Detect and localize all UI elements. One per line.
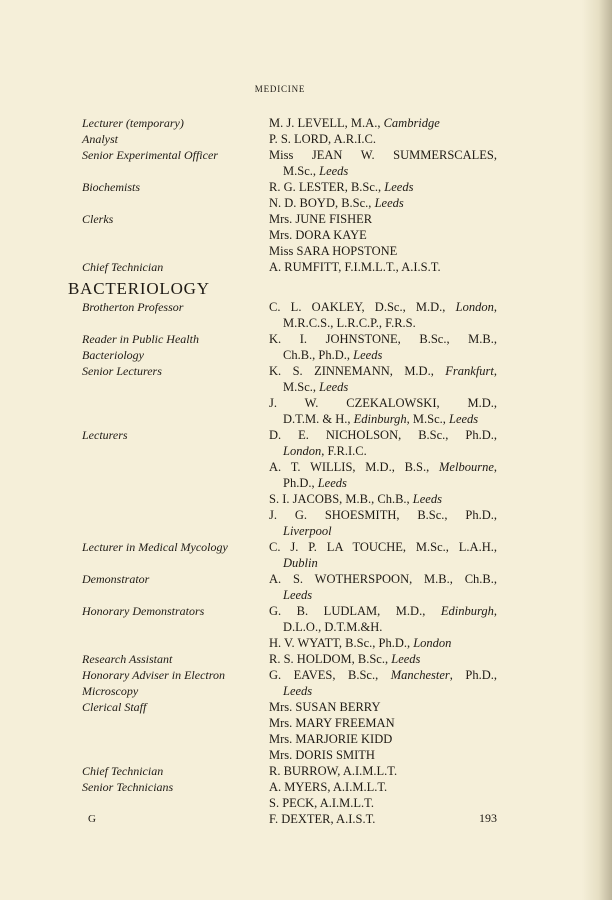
staff-entry bbox=[0, 603, 612, 651]
role-title-line: Honorary Adviser in Electron bbox=[82, 668, 225, 682]
role-title bbox=[82, 259, 262, 275]
staff-name-line: J. G. SHOESMITH, B.Sc., Ph.D., bbox=[269, 508, 497, 522]
staff-name-line: Miss SARA HOPSTONE bbox=[269, 244, 398, 258]
role-title-line: Clerks bbox=[82, 212, 114, 226]
role-title bbox=[82, 299, 262, 315]
staff-name-line: Mrs. SUSAN BERRY bbox=[269, 700, 381, 714]
staff-name-line: P. S. LORD, A.R.I.C. bbox=[269, 132, 376, 146]
staff-name-line: R. G. LESTER, B.Sc., Leeds bbox=[269, 180, 414, 194]
staff-name-line: R. S. HOLDOM, B.Sc., Leeds bbox=[269, 652, 421, 666]
role-title bbox=[82, 779, 262, 795]
role-title-line: Lecturers bbox=[82, 428, 128, 442]
staff-entry bbox=[0, 539, 612, 571]
role-title bbox=[82, 667, 262, 699]
role-title-line: Chief Technician bbox=[82, 764, 164, 778]
footer-signature-mark: G bbox=[88, 813, 96, 825]
role-title bbox=[82, 331, 262, 363]
staff-name-line: Mrs. MARY FREEMAN bbox=[269, 716, 395, 730]
role-title bbox=[82, 763, 262, 779]
role-title-line: Brotherton Professor bbox=[82, 300, 184, 314]
staff-name-line: G. EAVES, B.Sc., Manchester, Ph.D., bbox=[269, 668, 498, 682]
staff-entry bbox=[0, 115, 612, 131]
staff-name-line: K. S. ZINNEMANN, M.D., Frankfurt, bbox=[269, 364, 497, 378]
staff-name-line: Leeds bbox=[283, 684, 313, 698]
staff-name-line: H. V. WYATT, B.Sc., Ph.D., London bbox=[269, 636, 452, 650]
role-title-line: Honorary Demonstrators bbox=[82, 604, 205, 618]
role-title-line: Lecturer (temporary) bbox=[82, 116, 184, 130]
staff-names bbox=[269, 427, 497, 539]
staff-names bbox=[269, 259, 497, 275]
staff-name-line: Dublin bbox=[283, 556, 318, 570]
role-title-line: Microscopy bbox=[82, 684, 139, 698]
staff-entry bbox=[0, 211, 612, 259]
role-title-line: Biochemists bbox=[82, 180, 140, 194]
staff-name-line: R. BURROW, A.I.M.L.T. bbox=[269, 764, 398, 778]
staff-entry bbox=[0, 571, 612, 603]
staff-name-line: K. I. JOHNSTONE, B.Sc., M.B., bbox=[269, 332, 497, 346]
role-title bbox=[82, 211, 262, 227]
staff-names bbox=[269, 603, 497, 651]
role-title bbox=[82, 131, 262, 147]
staff-listing bbox=[0, 115, 612, 827]
staff-names bbox=[269, 211, 497, 259]
role-title bbox=[82, 539, 262, 555]
role-title-line: Analyst bbox=[82, 132, 118, 146]
role-title bbox=[82, 363, 262, 379]
staff-entry bbox=[0, 299, 612, 331]
staff-name-line: Leeds bbox=[283, 588, 313, 602]
staff-entry bbox=[0, 331, 612, 363]
staff-names bbox=[269, 115, 497, 131]
staff-names bbox=[269, 331, 497, 363]
staff-name-line: M.Sc., Leeds bbox=[283, 380, 349, 394]
running-header: MEDICINE bbox=[254, 84, 306, 94]
staff-names bbox=[269, 763, 497, 779]
staff-name-line: Mrs. DORIS SMITH bbox=[269, 748, 375, 762]
staff-entry bbox=[0, 427, 612, 539]
role-title bbox=[82, 179, 262, 195]
staff-name-line: A. T. WILLIS, M.D., B.S., Melbourne, bbox=[269, 460, 497, 474]
staff-name-line: Ph.D., Leeds bbox=[283, 476, 347, 490]
staff-names bbox=[269, 651, 497, 667]
staff-names bbox=[269, 571, 497, 603]
staff-name-line: Mrs. DORA KAYE bbox=[269, 228, 367, 242]
staff-entry bbox=[0, 667, 612, 699]
role-title bbox=[82, 147, 262, 163]
role-title-line: Chief Technician bbox=[82, 260, 164, 274]
role-title-line: Demonstrator bbox=[82, 572, 150, 586]
staff-entry bbox=[0, 147, 612, 179]
staff-name-line: C. L. OAKLEY, D.Sc., M.D., London, bbox=[269, 300, 497, 314]
role-title-line: Senior Lecturers bbox=[82, 364, 162, 378]
staff-names bbox=[269, 667, 497, 699]
staff-name-line: A. S. WOTHERSPOON, M.B., Ch.B., bbox=[269, 572, 497, 586]
staff-entry bbox=[0, 699, 612, 763]
role-title bbox=[82, 571, 262, 587]
staff-name-line: Mrs. JUNE FISHER bbox=[269, 212, 373, 226]
role-title bbox=[82, 603, 262, 619]
staff-name-line: Mrs. MARJORIE KIDD bbox=[269, 732, 393, 746]
staff-entry bbox=[0, 259, 612, 275]
role-title bbox=[82, 427, 262, 443]
role-title-line: Bacteriology bbox=[82, 348, 144, 362]
staff-name-line: A. MYERS, A.I.M.L.T. bbox=[269, 780, 388, 794]
staff-names bbox=[269, 299, 497, 331]
staff-name-line: S. PECK, A.I.M.L.T. bbox=[269, 796, 374, 810]
staff-name-line: S. I. JACOBS, M.B., Ch.B., Leeds bbox=[269, 492, 442, 506]
staff-names bbox=[269, 779, 497, 827]
staff-name-line: Miss JEAN W. SUMMERSCALES, bbox=[269, 148, 497, 162]
staff-name-line: D.T.M. & H., Edinburgh, M.Sc., Leeds bbox=[283, 412, 479, 426]
staff-name-line: J. W. CZEKALOWSKI, M.D., bbox=[269, 396, 497, 410]
role-title-line: Clerical Staff bbox=[82, 700, 147, 714]
role-title-line: Lecturer in Medical Mycology bbox=[82, 540, 228, 554]
staff-name-line: London, F.R.I.C. bbox=[283, 444, 367, 458]
role-title bbox=[82, 115, 262, 131]
staff-name-line: Liverpool bbox=[283, 524, 332, 538]
staff-name-line: M. J. LEVELL, M.A., Cambridge bbox=[269, 116, 440, 130]
staff-name-line: M.R.C.S., L.R.C.P., F.R.S. bbox=[283, 316, 416, 330]
staff-names bbox=[269, 179, 497, 211]
role-title-line: Research Assistant bbox=[82, 652, 173, 666]
staff-names bbox=[269, 699, 497, 763]
role-title bbox=[82, 651, 262, 667]
bacteriology-staff-list bbox=[0, 299, 612, 827]
staff-entry bbox=[0, 763, 612, 779]
staff-name-line: G. B. LUDLAM, M.D., Edinburgh, bbox=[269, 604, 497, 618]
role-title-line: Reader in Public Health bbox=[82, 332, 199, 346]
staff-name-line: A. RUMFITT, F.I.M.L.T., A.I.S.T. bbox=[269, 260, 441, 274]
staff-names bbox=[269, 363, 497, 427]
role-title-line: Senior Experimental Officer bbox=[82, 148, 218, 162]
staff-name-line: M.Sc., Leeds bbox=[283, 164, 349, 178]
staff-name-line: N. D. BOYD, B.Sc., Leeds bbox=[269, 196, 404, 210]
staff-names bbox=[269, 131, 497, 147]
page-number: 193 bbox=[479, 811, 497, 825]
section-heading-bacteriology: BACTERIOLOGY bbox=[68, 279, 210, 298]
staff-name-line: F. DEXTER, A.I.S.T. bbox=[269, 812, 376, 826]
role-title bbox=[82, 699, 262, 715]
staff-name-line: D.L.O., D.T.M.&H. bbox=[283, 620, 383, 634]
staff-name-line: Ch.B., Ph.D., Leeds bbox=[283, 348, 383, 362]
staff-entry bbox=[0, 651, 612, 667]
role-title-line: Senior Technicians bbox=[82, 780, 174, 794]
staff-entry bbox=[0, 179, 612, 211]
medicine-staff-list bbox=[0, 115, 612, 275]
staff-name-line: C. J. P. LA TOUCHE, M.Sc., L.A.H., bbox=[269, 540, 497, 554]
staff-entry bbox=[0, 131, 612, 147]
staff-name-line: D. E. NICHOLSON, B.Sc., Ph.D., bbox=[269, 428, 497, 442]
staff-entry bbox=[0, 363, 612, 427]
staff-names bbox=[269, 539, 497, 571]
staff-names bbox=[269, 147, 497, 179]
